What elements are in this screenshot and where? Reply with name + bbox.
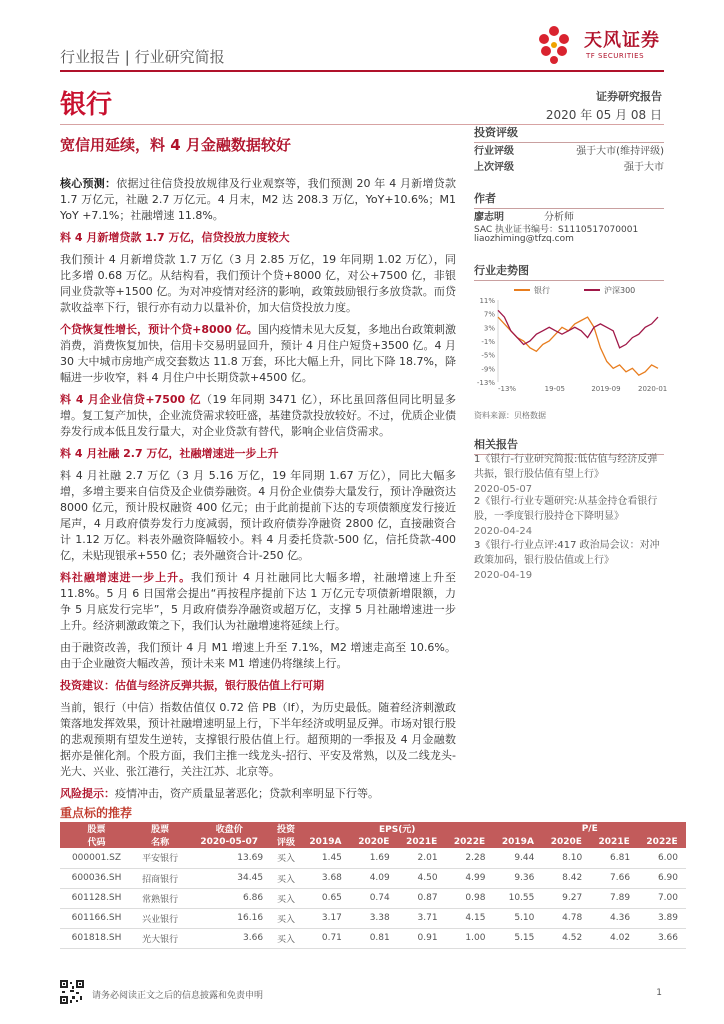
qr-code-icon bbox=[60, 980, 84, 1004]
table-cell: 买入 bbox=[271, 888, 301, 908]
table-cell: 4.02 bbox=[590, 928, 638, 948]
table-cell: 7.00 bbox=[638, 888, 686, 908]
table-cell: 0.74 bbox=[350, 888, 398, 908]
table-cell: 600036.SH bbox=[60, 868, 133, 888]
table-cell: 13.69 bbox=[187, 848, 271, 868]
table-cell: 1.69 bbox=[350, 848, 398, 868]
author-heading: 作者 bbox=[474, 190, 664, 209]
logo-text: 天风证券 bbox=[584, 30, 660, 51]
headline: 宽信用延续，料 4 月金融数据较好 bbox=[60, 136, 291, 154]
risk-text: 疫情冲击，资产质量显著恶化；贷款利率明显下行等。 bbox=[115, 787, 379, 800]
table-cell: 兴业银行 bbox=[133, 908, 187, 928]
table-title: 重点标的推荐 bbox=[60, 806, 133, 820]
th: 2021E bbox=[590, 835, 638, 848]
table-cell: 买入 bbox=[271, 848, 301, 868]
th: 投资 bbox=[271, 822, 301, 835]
table-row bbox=[60, 848, 686, 868]
risk-note bbox=[60, 786, 456, 802]
table-cell: 6.81 bbox=[590, 848, 638, 868]
table-cell: 3.38 bbox=[350, 908, 398, 928]
table-cell: 7.66 bbox=[590, 868, 638, 888]
section-heading: 料 4 月新增贷款 1.7 万亿，信贷投放力度较大 bbox=[60, 231, 290, 244]
rating-value: 强于大市 bbox=[624, 162, 664, 173]
table-cell: 3.17 bbox=[301, 908, 350, 928]
y-tick-label: 7% bbox=[483, 310, 495, 319]
table-cell: 0.65 bbox=[301, 888, 350, 908]
industry-title: 银行 bbox=[60, 90, 113, 120]
paragraph-text: 我们预计 4 月社融同比大幅多增，社融增速上升至 11.8%。5 月 6 日国常会提出“再按程序提前下达 1 万亿元专项债新增限额，力争 5 月底发行完毕”，5 月政府债券净融资或超万亿，支撑 5 月社融增速进一步上升。经济刺激政策之下，我们认为社融增速将延续上行。 bbox=[60, 571, 456, 632]
table-cell: 6.90 bbox=[638, 868, 686, 888]
section-heading: 料 4 月社融 2.7 万亿，社融增速进一步上升 bbox=[60, 447, 279, 460]
rating-value: 强于大市(维持评级) bbox=[576, 146, 664, 157]
table-cell: 买入 bbox=[271, 908, 301, 928]
table-cell: 平安银行 bbox=[133, 848, 187, 868]
table-cell: 4.09 bbox=[350, 868, 398, 888]
th: 2020-05-07 bbox=[187, 835, 271, 848]
table-cell: 3.66 bbox=[638, 928, 686, 948]
y-tick-label: 11% bbox=[479, 297, 495, 305]
risk-label: 风险提示： bbox=[60, 787, 115, 800]
table-cell: 0.71 bbox=[301, 928, 350, 948]
th: 股票 bbox=[133, 822, 187, 835]
table-cell: 4.50 bbox=[398, 868, 446, 888]
x-tick-label: 2019-09 bbox=[591, 385, 621, 393]
related-item[interactable] bbox=[474, 452, 664, 497]
table-cell: 0.98 bbox=[446, 888, 494, 908]
related-title[interactable]: 2《银行-行业专题研究:从基金持仓看银行股，一季度银行股持仓下降明显》 bbox=[474, 496, 658, 522]
table-cell: 1.45 bbox=[301, 848, 350, 868]
table-cell: 9.44 bbox=[493, 848, 542, 868]
th: 2022E bbox=[446, 835, 494, 848]
related-date: 2020-04-24 bbox=[474, 526, 533, 537]
th: 收盘价 bbox=[187, 822, 271, 835]
th: 名称 bbox=[133, 835, 187, 848]
y-tick-label: -9% bbox=[481, 365, 495, 374]
core-forecast bbox=[60, 176, 456, 224]
core-forecast-label: 核心预测： bbox=[60, 177, 117, 190]
table-row bbox=[60, 888, 686, 908]
core-forecast-text: 依据过往信贷投放规律及行业观察等，我们预测 20 年 4 月新增贷款 1.7 万亿元，社融 2.7 万亿元。4 月末，M2 达 208.3 万亿，YoY+10.6%；M1 YoY +7.1%；社融增速 11.8%。 bbox=[60, 177, 457, 222]
rating-key: 上次评级 bbox=[474, 162, 514, 173]
table-row bbox=[60, 908, 686, 928]
paragraph-text: 国内疫情未见大反复，多地出台政策刺激消费，消费恢复加快，信用卡交易明显回升，预计 4 月住户短贷+3500 亿。4 月 30 大中城市房地产成交套数达 11.8 万套，环比大幅上升，同比下降 18.7%，降幅进一步收窄，料 4 月住户中长期贷款+4500 亿。 bbox=[60, 323, 457, 384]
table-cell: 4.99 bbox=[446, 868, 494, 888]
trend-chart bbox=[474, 282, 668, 393]
report-kind: 证券研究报告 bbox=[596, 90, 662, 103]
table-cell: 常熟银行 bbox=[133, 888, 187, 908]
th: 评级 bbox=[271, 835, 301, 848]
th: 2019A bbox=[301, 835, 350, 848]
y-tick-label: 3% bbox=[483, 324, 495, 333]
table-cell: 601818.SH bbox=[60, 928, 133, 948]
x-tick-label: 2020-01 bbox=[638, 385, 668, 393]
th: 代码 bbox=[60, 835, 133, 848]
table-cell: 0.91 bbox=[398, 928, 446, 948]
author-name: 廖志明 bbox=[474, 212, 504, 223]
table-cell: 3.89 bbox=[638, 908, 686, 928]
paragraph bbox=[60, 392, 456, 440]
legend-label: 沪深300 bbox=[604, 286, 636, 295]
paragraph: 料 4 月社融 2.7 万亿（3 月 5.16 万亿，19 年同期 1.67 万亿），同比大幅多增，多增主要来自信贷及企业债券融资。4 月份企业债券大量发行，预计净融资达 8000 亿元，预计股权融资 400 亿元；由于此前提前下达的专项债额度发行接近尾声，4 月政府债券发行力度减弱，预计政府债券净融资 2800 亿，直接融资合计 1.12 万亿。料表外融资降幅较小。料 4 月委托贷款-500 亿，信托贷款-400 亿，未贴现银承+550 亿；表外融资合计-250 亿。 bbox=[60, 469, 456, 562]
th: 2022E bbox=[638, 835, 686, 848]
rating-row bbox=[474, 158, 664, 173]
table-cell: 6.86 bbox=[187, 888, 271, 908]
th: 2020E bbox=[542, 835, 590, 848]
author-sac: SAC 执业证书编号：S1110517070001 bbox=[474, 225, 639, 235]
table-cell: 4.15 bbox=[446, 908, 494, 928]
paragraph bbox=[60, 570, 456, 634]
table-cell: 6.00 bbox=[638, 848, 686, 868]
author-email[interactable]: liaozhiming@tfzq.com bbox=[474, 234, 574, 244]
table-header-row bbox=[60, 822, 686, 835]
author-row bbox=[474, 208, 664, 223]
table-cell: 7.89 bbox=[590, 888, 638, 908]
y-tick-label: -13% bbox=[476, 379, 495, 387]
related-title[interactable]: 3《银行-行业点评:417 政治局会议：对冲政策加码，银行股估值或上行》 bbox=[474, 540, 660, 566]
series-line-沪深300 bbox=[498, 310, 658, 348]
stock-table bbox=[60, 822, 686, 949]
table-cell: 3.68 bbox=[301, 868, 350, 888]
x-tick-label: -13% bbox=[498, 385, 517, 393]
th: 2020E bbox=[350, 835, 398, 848]
y-tick-label: -5% bbox=[481, 351, 495, 360]
table-cell: 8.42 bbox=[542, 868, 590, 888]
paragraph: 由于融资改善，我们预计 4 月 M1 增速上升至 7.1%，M2 增速走高至 10.6%。由于企业融资大幅改善，预计未来 M1 增速仍将继续上行。 bbox=[60, 641, 456, 670]
related-date: 2020-04-19 bbox=[474, 570, 533, 581]
logo-text-en: TF SECURITIES bbox=[586, 52, 645, 60]
rating-heading: 投资评级 bbox=[474, 124, 664, 143]
related-date: 2020-05-07 bbox=[474, 484, 533, 495]
y-tick-label: -1% bbox=[481, 338, 495, 346]
table-cell: 10.55 bbox=[493, 888, 542, 908]
table-cell: 4.36 bbox=[590, 908, 638, 928]
table-cell: 买入 bbox=[271, 928, 301, 948]
related-item[interactable] bbox=[474, 538, 664, 583]
th: EPS(元) bbox=[301, 822, 493, 835]
table-cell: 1.00 bbox=[446, 928, 494, 948]
th: 2021E bbox=[398, 835, 446, 848]
inline-heading: 料社融增速进一步上升。 bbox=[60, 571, 191, 584]
table-cell: 9.36 bbox=[493, 868, 542, 888]
table-cell: 9.27 bbox=[542, 888, 590, 908]
table-cell: 0.87 bbox=[398, 888, 446, 908]
related-heading: 相关报告 bbox=[474, 436, 664, 455]
table-cell: 5.15 bbox=[493, 928, 542, 948]
th: 股票 bbox=[60, 822, 133, 835]
inline-heading: 料 4 月企业信贷+7500 亿 bbox=[60, 393, 201, 406]
table-cell: 000001.SZ bbox=[60, 848, 133, 868]
related-title[interactable]: 1《银行-行业研究简报:低估值与经济反弹共振，银行股估值有望上行》 bbox=[474, 454, 658, 480]
table-row bbox=[60, 928, 686, 948]
trend-heading: 行业走势图 bbox=[474, 262, 664, 281]
paragraph: 我们预计 4 月新增贷款 1.7 万亿（3 月 2.85 万亿，19 年同期 1.02 万亿），同比多增 0.68 万亿。从结构看，我们预计个贷+8000 亿，对公+7500 亿，非银同业贷款等+1500 亿。为对冲疫情对经济的影响，政策鼓励银行多放贷款。而贷款收益率下行，银行亦有动力以量补价，加大信贷投放力度。 bbox=[60, 253, 456, 314]
x-tick-label: 19-05 bbox=[544, 385, 566, 393]
th: 2019A bbox=[493, 835, 542, 848]
table-cell: 2.01 bbox=[398, 848, 446, 868]
section-heading: 投资建议：估值与经济反弹共振，银行股估值上行可期 bbox=[60, 679, 324, 692]
legend-label: 银行 bbox=[534, 286, 550, 295]
table-cell: 4.78 bbox=[542, 908, 590, 928]
author-role: 分析师 bbox=[544, 212, 574, 223]
rating-key: 行业评级 bbox=[474, 146, 514, 157]
report-date: 2020 年 05 月 08 日 bbox=[545, 108, 662, 122]
table-cell: 3.71 bbox=[398, 908, 446, 928]
table-cell: 34.45 bbox=[187, 868, 271, 888]
table-cell: 601166.SH bbox=[60, 908, 133, 928]
table-cell: 招商银行 bbox=[133, 868, 187, 888]
page-number: 1 bbox=[656, 988, 662, 998]
table-cell: 8.10 bbox=[542, 848, 590, 868]
table-cell: 光大银行 bbox=[133, 928, 187, 948]
table-header-row bbox=[60, 835, 686, 848]
table-row bbox=[60, 868, 686, 888]
paragraph bbox=[60, 322, 456, 386]
table-cell: 0.81 bbox=[350, 928, 398, 948]
series-line-银行 bbox=[498, 317, 658, 375]
report-type: 行业报告 | 行业研究简报 bbox=[60, 48, 225, 66]
chart-source: 资料来源：贝格数据 bbox=[474, 411, 546, 420]
table-cell: 16.16 bbox=[187, 908, 271, 928]
related-item[interactable] bbox=[474, 494, 664, 539]
header-rule bbox=[60, 70, 664, 72]
table-cell: 4.52 bbox=[542, 928, 590, 948]
th: P/E bbox=[493, 822, 686, 835]
table-cell: 2.28 bbox=[446, 848, 494, 868]
rating-row bbox=[474, 142, 664, 157]
inline-heading: 个贷恢复性增长，预计个贷+8000 亿。 bbox=[60, 323, 258, 336]
table-cell: 买入 bbox=[271, 868, 301, 888]
footer-disclaimer: 请务必阅读正文之后的信息披露和免责申明 bbox=[92, 991, 264, 1001]
paragraph-text: （19 年同期 3471 亿），环比虽回落但同比明显多增。复工复产加快，企业流贷需求较旺盛，基建贷款投放较好。不过，优质企业债券发行成本低且发行量大，对企业贷款有替代，影响企业信贷需求。 bbox=[60, 393, 457, 438]
table-cell: 5.10 bbox=[493, 908, 542, 928]
report-body bbox=[60, 176, 456, 808]
table-cell: 3.66 bbox=[187, 928, 271, 948]
table-cell: 601128.SH bbox=[60, 888, 133, 908]
paragraph: 当前，银行（中信）指数估值仅 0.72 倍 PB（lf），为历史最低。随着经济刺激政策落地发挥效果，预计社融增速明显上行，下半年经济或明显反弹。市场对银行股的悲观预期有望发生逆转，支撑银行股估值上行。超预期的一季报及 4 月金融数据亦是催化剂。个股方面，我们主推一线龙头-招行、平安及常熟，以及二线龙头-光大、兴业、张江港行，关注江苏、北京等。 bbox=[60, 701, 456, 778]
